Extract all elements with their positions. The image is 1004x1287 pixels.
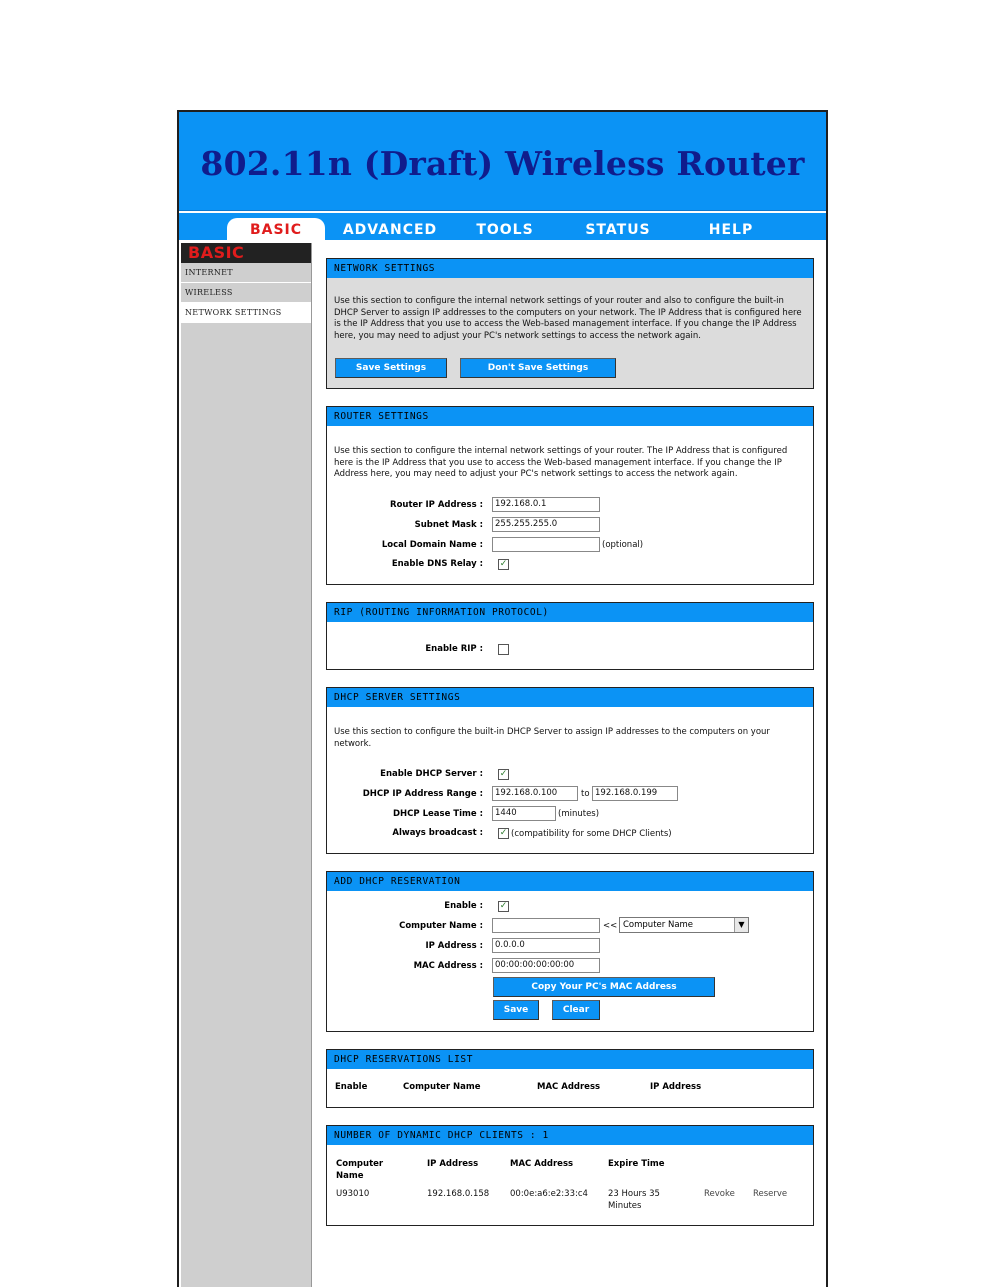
enable-dhcp-label: Enable DHCP Server : — [380, 769, 483, 779]
revoke-link[interactable]: Revoke — [704, 1189, 735, 1199]
network-settings-section — [326, 258, 814, 389]
subnet-mask-input[interactable]: 255.255.255.0 — [492, 517, 600, 532]
always-broadcast-label: Always broadcast : — [392, 828, 483, 838]
column-header: Enable — [335, 1082, 368, 1092]
minutes-note: (minutes) — [558, 809, 600, 819]
section-description: Use this section to configure the internal network settings of your router. The IP Address that is configured here is the IP Address that you use to access the Web-based management interface. If you change the IP Address here, you may need to adjust your PC's network settings to access the network again. — [334, 446, 788, 479]
sidebar-item-network-settings[interactable]: NETWORK SETTINGS — [181, 303, 311, 323]
lease-time-label: DHCP Lease Time : — [393, 809, 483, 819]
chevron-down-icon: ▼ — [734, 918, 748, 932]
broadcast-note: (compatibility for some DHCP Clients) — [511, 829, 672, 839]
sidebar — [181, 243, 312, 1287]
dont-save-settings-button[interactable]: Don't Save Settings — [460, 358, 616, 378]
computer-name-select[interactable] — [619, 917, 749, 933]
reservation-mac-input[interactable]: 00:00:00:00:00:00 — [492, 958, 600, 973]
client-name: U93010 — [336, 1189, 370, 1199]
dhcp-range-label: DHCP IP Address Range : — [362, 789, 483, 799]
column-header: MAC Address — [537, 1082, 601, 1092]
add-dhcp-reservation-section — [326, 871, 814, 1032]
banner-title: 802.11n (Draft) Wireless Router — [200, 144, 805, 183]
computer-name-select-value: Computer Name — [623, 920, 694, 930]
dhcp-reservations-list-section — [326, 1049, 814, 1108]
section-title: DHCP RESERVATIONS LIST — [327, 1050, 813, 1069]
local-domain-input[interactable] — [492, 537, 600, 552]
always-broadcast-checkbox[interactable]: ✓ — [499, 828, 508, 838]
copy-mac-button[interactable]: Copy Your PC's MAC Address — [493, 977, 715, 997]
column-header: Computer Name — [336, 1159, 384, 1181]
copy-name-arrow[interactable]: << — [603, 921, 618, 931]
section-title: ADD DHCP RESERVATION — [327, 872, 813, 891]
router-ip-input[interactable]: 192.168.0.1 — [492, 497, 600, 512]
save-settings-button[interactable]: Save Settings — [335, 358, 447, 378]
local-domain-label: Local Domain Name : — [381, 540, 483, 550]
tab-status[interactable]: STATUS — [585, 222, 651, 238]
sidebar-item-wireless[interactable]: WIRELESS — [181, 283, 311, 303]
tab-basic[interactable]: BASIC — [227, 218, 325, 242]
optional-note: (optional) — [602, 540, 644, 550]
column-header: Computer Name — [403, 1082, 481, 1092]
section-description: Use this section to configure the built-in DHCP Server to assign IP addresses to the computers on your network. — [334, 727, 770, 749]
section-title: NUMBER OF DYNAMIC DHCP CLIENTS : 1 — [327, 1126, 813, 1145]
range-to-label: to — [581, 789, 590, 799]
section-title: NETWORK SETTINGS — [327, 259, 813, 278]
computer-name-input[interactable] — [492, 918, 600, 933]
dynamic-dhcp-clients-section — [326, 1125, 814, 1226]
dns-relay-label: Enable DNS Relay : — [391, 559, 483, 569]
banner — [179, 112, 826, 211]
dns-relay-checkbox[interactable]: ✓ — [499, 559, 508, 569]
sidebar-heading: BASIC — [181, 243, 311, 263]
tab-tools[interactable]: TOOLS — [476, 222, 534, 238]
sidebar-item-internet[interactable]: INTERNET — [181, 263, 311, 283]
tab-help[interactable]: HELP — [708, 222, 754, 238]
section-title: ROUTER SETTINGS — [327, 407, 813, 426]
reservation-save-button[interactable]: Save — [493, 1000, 539, 1020]
router-settings-section — [326, 406, 814, 585]
section-description: Use this section to configure the internal network settings of your router and also to configure the built-in DHCP Server to assign IP addresses to the computers on your network. The IP Address that is configured here is the IP Address that you use to access the Web-based management interface. If you change the IP Address here, you may need to adjust your PC's network settings to access the network again. — [334, 296, 802, 341]
column-header: Expire Time — [608, 1159, 665, 1169]
client-expire: 23 Hours 35 Minutes — [608, 1189, 660, 1211]
reservation-ip-input[interactable]: 0.0.0.0 — [492, 938, 600, 953]
enable-dhcp-checkbox[interactable]: ✓ — [499, 769, 508, 779]
reserve-link[interactable]: Reserve — [753, 1189, 788, 1199]
reservation-enable-checkbox[interactable]: ✓ — [499, 901, 508, 911]
dhcp-range-start-input[interactable]: 192.168.0.100 — [492, 786, 578, 801]
client-mac: 00:0e:a6:e2:33:c4 — [510, 1189, 588, 1199]
column-header: MAC Address — [510, 1159, 574, 1169]
client-ip: 192.168.0.158 — [427, 1189, 490, 1199]
enable-rip-label: Enable RIP : — [425, 644, 483, 654]
reservation-enable-label: Enable : — [444, 901, 483, 911]
lease-time-input[interactable]: 1440 — [492, 806, 556, 821]
reservation-clear-button[interactable]: Clear — [552, 1000, 600, 1020]
dhcp-range-end-input[interactable]: 192.168.0.199 — [592, 786, 678, 801]
reservation-ip-label: IP Address : — [425, 941, 483, 951]
subnet-mask-label: Subnet Mask : — [414, 520, 483, 530]
dhcp-server-section — [326, 687, 814, 854]
computer-name-label: Computer Name : — [399, 921, 483, 931]
section-title: RIP (ROUTING INFORMATION PROTOCOL) — [327, 603, 813, 622]
section-title: DHCP SERVER SETTINGS — [327, 688, 813, 707]
top-nav — [179, 212, 826, 242]
column-header: IP Address — [650, 1082, 702, 1092]
enable-rip-checkbox[interactable] — [498, 644, 509, 655]
rip-section — [326, 602, 814, 670]
column-header: IP Address — [427, 1159, 479, 1169]
tab-advanced[interactable]: ADVANCED — [342, 222, 438, 238]
reservation-mac-label: MAC Address : — [413, 961, 483, 971]
router-ip-label: Router IP Address : — [390, 500, 483, 510]
router-admin-window — [177, 110, 828, 1287]
